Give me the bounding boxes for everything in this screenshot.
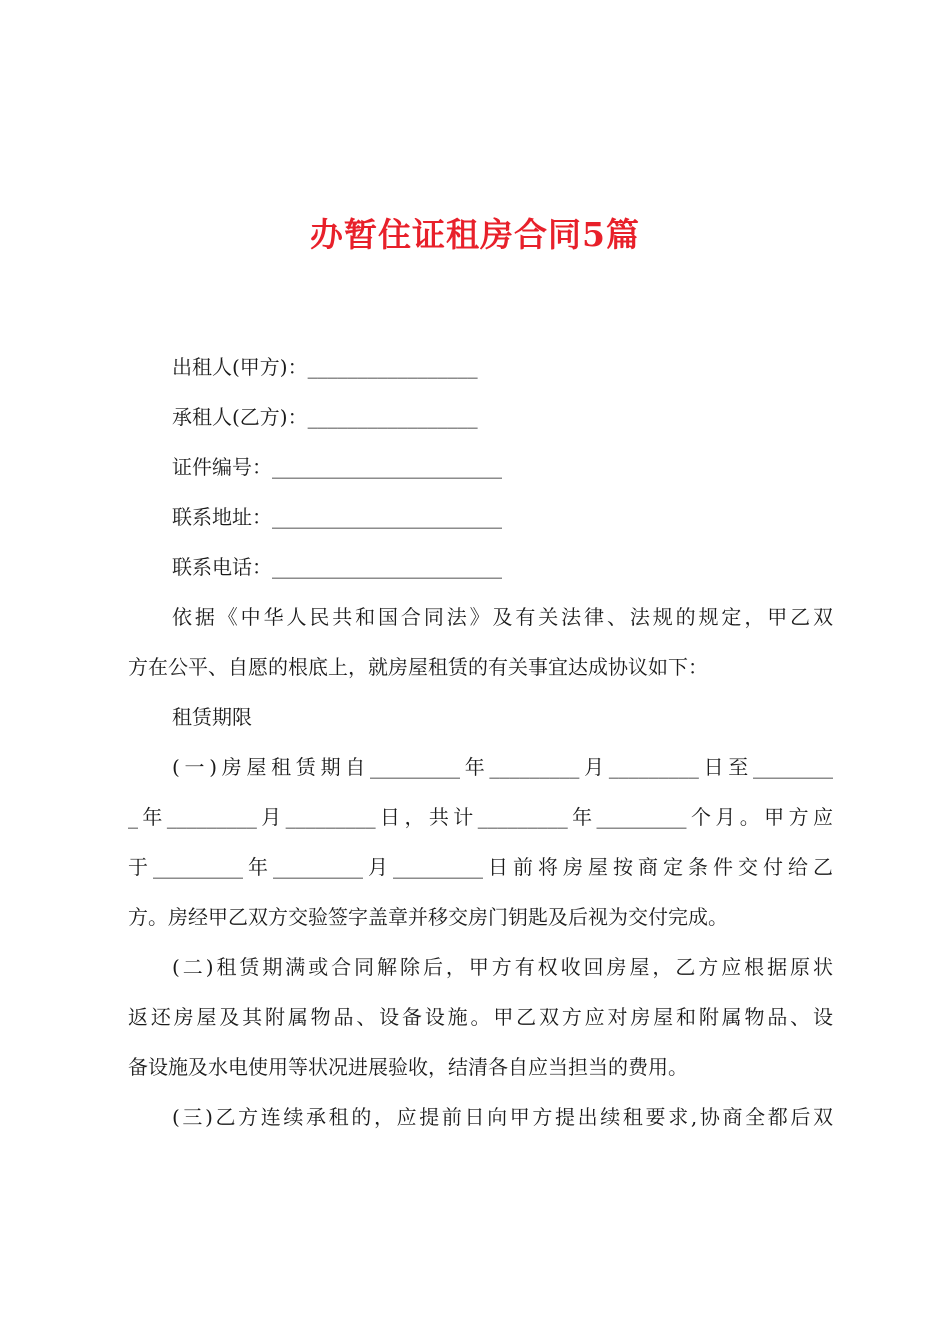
clause-line: 方。房经甲乙双方交验签字盖章并移交房门钥匙及后视为交付完成。 [128, 905, 728, 929]
id-number-field: 证件编号：_______________________ [172, 455, 502, 479]
preamble-line: 依据《中华人民共和国合同法》及有关法律、法规的规定，甲乙双 [172, 605, 833, 629]
clause-line: (三)乙方连续承租的，应提前日向甲方提出续租要求,协商全都后双 [172, 1105, 833, 1129]
lessor-field: 出租人(甲方)：_________________ [172, 355, 478, 379]
address-field: 联系地址：_______________________ [172, 505, 502, 529]
clause-line: 备设施及水电使用等状况进展验收，结清各自应当担当的费用。 [128, 1055, 688, 1079]
document-body [128, 342, 833, 1142]
clause-line: 返还房屋及其附属物品、设备设施。甲乙双方应对房屋和附属物品、设 [128, 1005, 833, 1029]
clause-line: 于_________年_________月_________日前将房屋按商定条件交付给乙 [128, 855, 833, 879]
section-heading: 租赁期限 [172, 705, 252, 729]
clause-line: (一)房屋租赁期自_________年_________月_________日至________ [172, 755, 833, 779]
preamble-line: 方在公平、自愿的根底上，就房屋租赁的有关事宜达成协议如下： [128, 655, 708, 679]
phone-field: 联系电话：_______________________ [172, 555, 502, 579]
clause-line: _年_________月_________日，共计_________年_________个月。甲方应 [128, 805, 833, 829]
document-title: 办暂住证租房合同5篇 [310, 215, 640, 254]
lessee-field: 承租人(乙方)：_________________ [172, 405, 478, 429]
clause-line: (二)租赁期满或合同解除后，甲方有权收回房屋，乙方应根据原状 [172, 955, 833, 979]
